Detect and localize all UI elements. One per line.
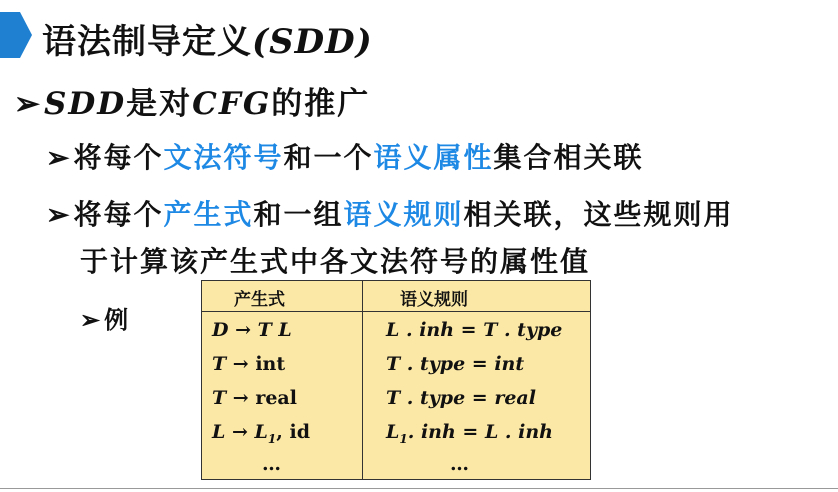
table-row-rule: T . type = real (386, 387, 536, 409)
header-semantic-rule: 语义规则 (400, 290, 468, 310)
table-row-rule: L . inh = T . type (386, 319, 563, 341)
table-row-rule: $L_1$. inh = L . inh (386, 421, 553, 446)
table-ellipsis-right: … (450, 453, 469, 475)
title-abbr: (SDD) (252, 22, 373, 62)
bullet-production-rules: ➢将每个产生式和一组语义规则相关联，这些规则用 (46, 198, 734, 231)
footer-divider (0, 488, 838, 489)
table-row-production: $L \to L_1$, id (212, 421, 310, 446)
header-divider (202, 311, 590, 312)
bullet-production-rules-continued: 于计算该产生式中各文法符号的属性值 (80, 245, 591, 278)
bullet-arrow-icon: ➢ (14, 86, 42, 122)
table-ellipsis-left: … (262, 453, 281, 475)
bullet-arrow-icon: ➢ (80, 305, 103, 334)
title-main: 语法制导定义 (42, 22, 252, 62)
bullet-arrow-icon: ➢ (46, 198, 72, 231)
table-row-production: T → real (212, 387, 297, 409)
sdd-example-table (201, 280, 591, 480)
bullet-arrow-icon: ➢ (46, 141, 72, 174)
table-row-rule: T . type = int (386, 353, 525, 375)
table-row-production: D → T L (212, 319, 292, 341)
bullet-grammar-symbol: ➢将每个文法符号和一个语义属性集合相关联 (46, 141, 644, 174)
bullet-example: ➢例 (80, 305, 131, 334)
header-production: 产生式 (234, 290, 285, 310)
page-title (42, 14, 373, 63)
title-marker-icon (0, 12, 32, 58)
table-row-production: T → int (212, 353, 286, 375)
bullet-sdd-generalization: ➢SDD是对CFG的推广 (14, 86, 371, 122)
